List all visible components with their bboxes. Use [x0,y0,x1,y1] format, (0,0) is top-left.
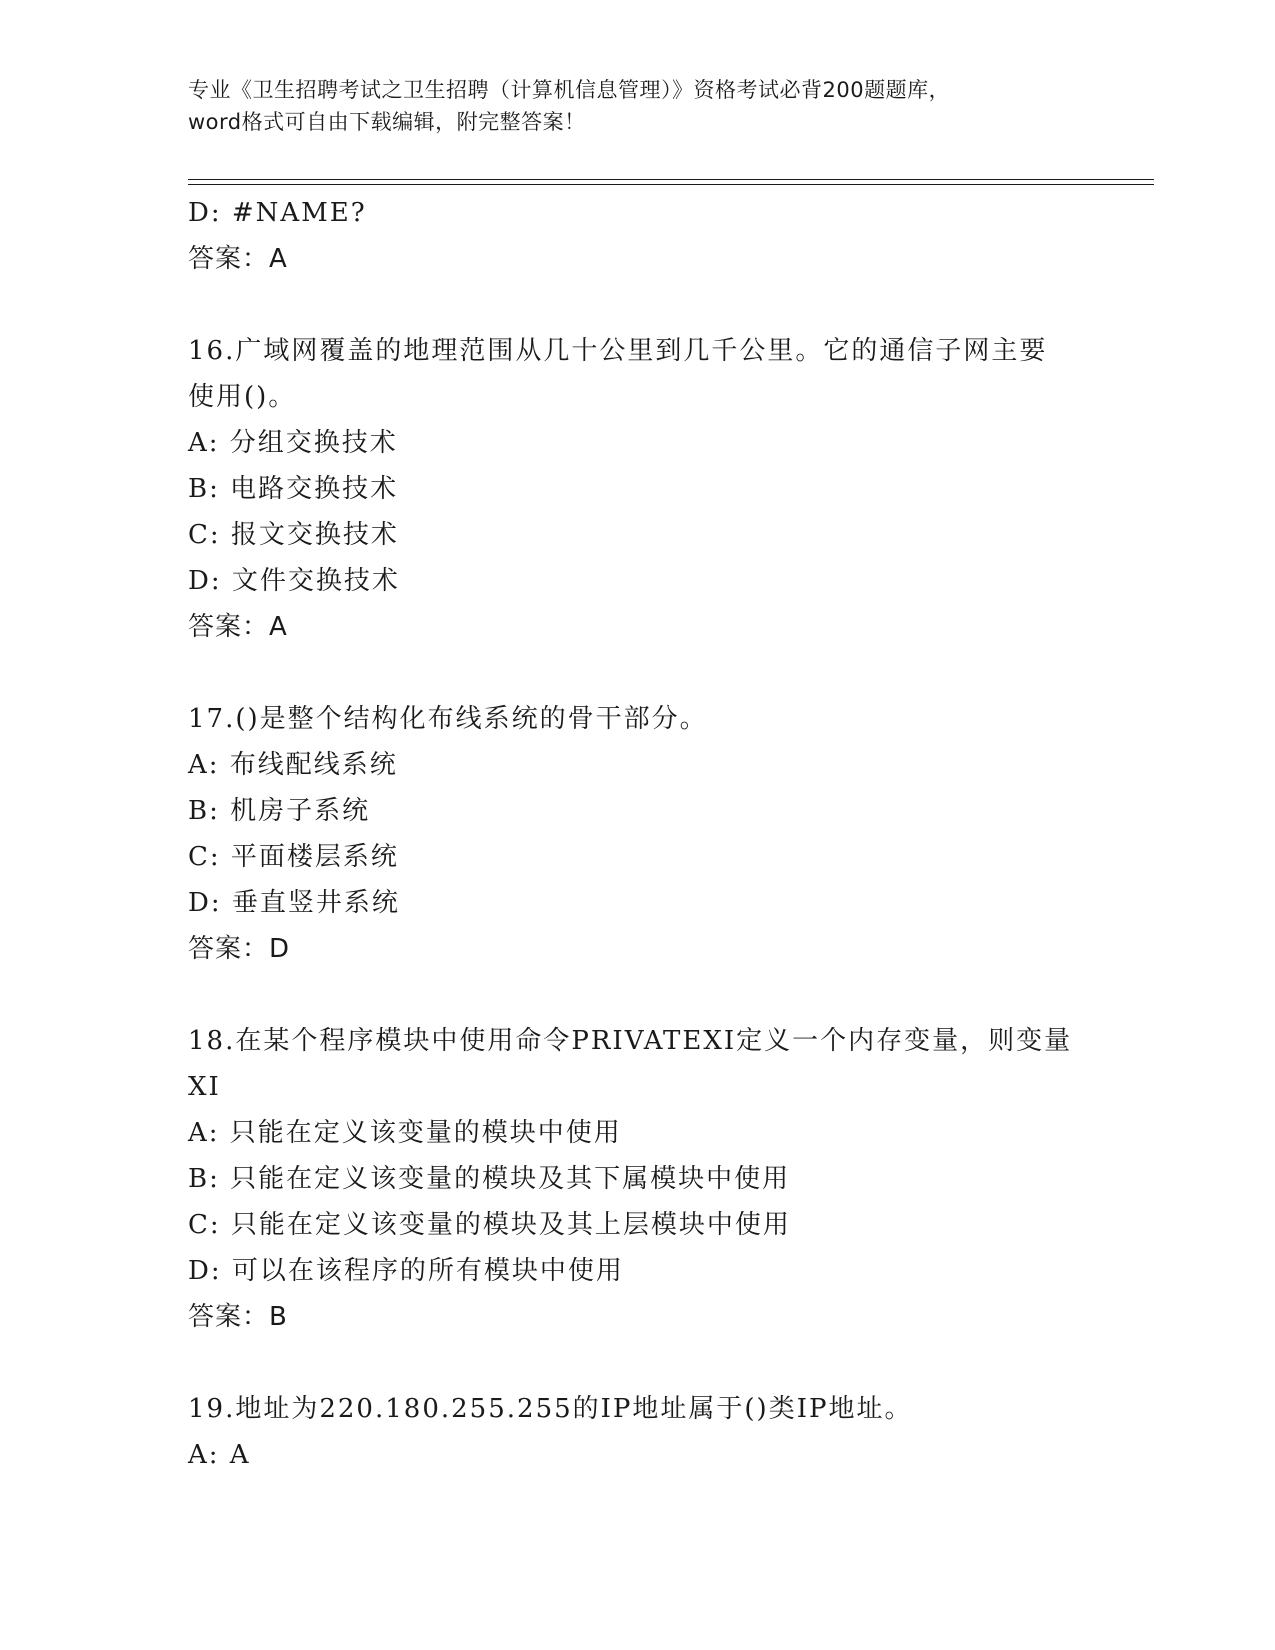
option-a: A: A [188,1440,251,1470]
header-rule-top [188,179,1154,180]
option-d: D: 垂直竖井系统 [188,888,400,918]
spacer [188,972,1088,1018]
question-18 [188,1018,1088,1340]
question-16 [188,328,1088,650]
document-header [188,74,1088,138]
option-c: C: 平面楼层系统 [188,842,399,872]
option-d: D: 可以在该程序的所有模块中使用 [188,1256,624,1286]
header-line-2: word格式可自由下载编辑，附完整答案！ [188,110,586,134]
question-stem-cont: 使用()。 [188,382,297,412]
answer: 答案：A [188,612,288,642]
question-stem: 18.在某个程序模块中使用命令PRIVATEXI定义一个内存变量，则变量 [188,1026,1073,1056]
option-d: D: 文件交换技术 [188,566,400,596]
question-19 [188,1386,1088,1478]
question-17 [188,696,1088,972]
option-a: A: 分组交换技术 [188,428,398,458]
prev-option-d: D: #NAME? [188,198,367,228]
spacer [188,1340,1088,1386]
option-c: C: 报文交换技术 [188,520,399,550]
answer: 答案：D [188,934,291,964]
option-c: C: 只能在定义该变量的模块及其上层模块中使用 [188,1210,791,1240]
question-stem: 17.()是整个结构化布线系统的骨干部分。 [188,704,708,734]
question-stem: 19.地址为220.180.255.255的IP地址属于()类IP地址。 [188,1394,913,1424]
option-a: A: 布线配线系统 [188,750,398,780]
answer: 答案：B [188,1302,288,1332]
header-line-1: 专业《卫生招聘考试之卫生招聘（计算机信息管理）》资格考试必背200题题库， [188,78,951,102]
spacer [188,650,1088,696]
header-rule-bottom [188,184,1154,185]
question-stem-cont: XI [188,1072,221,1102]
option-b: B: 电路交换技术 [188,474,399,504]
spacer [188,282,1088,328]
option-b: B: 只能在定义该变量的模块及其下属模块中使用 [188,1164,791,1194]
question-stem: 16.广域网覆盖的地理范围从几十公里到几千公里。它的通信子网主要 [188,336,1048,366]
prev-answer: 答案：A [188,244,288,274]
option-b: B: 机房子系统 [188,796,371,826]
option-a: A: 只能在定义该变量的模块中使用 [188,1118,622,1148]
question-list [188,190,1088,1478]
